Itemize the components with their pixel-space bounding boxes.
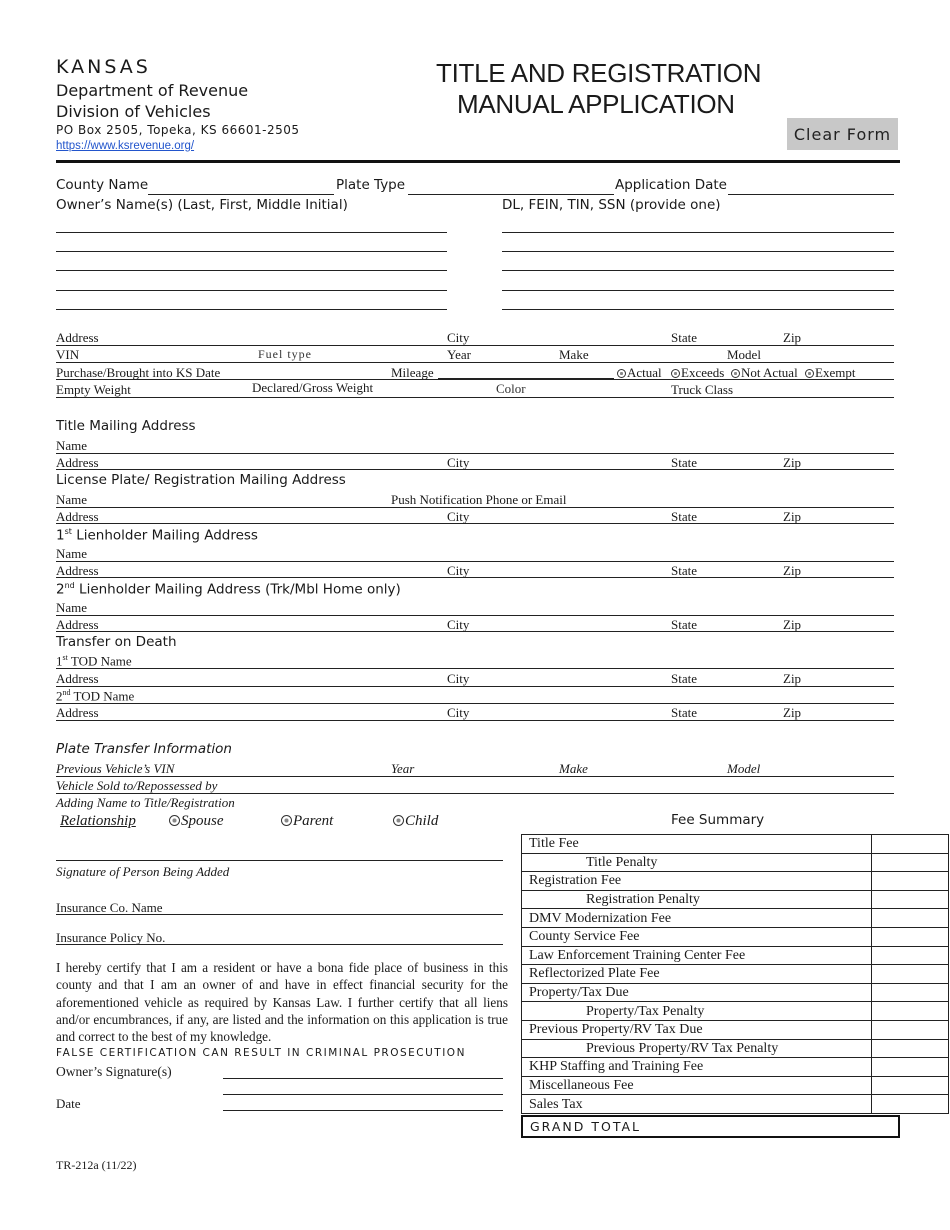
- fee-row: [522, 1020, 949, 1039]
- fee-label: Law Enforcement Training Center Fee: [522, 946, 872, 965]
- lienholder1-name-label: Name: [56, 546, 88, 561]
- purchase-line[interactable]: [56, 379, 894, 380]
- lienholder2-city-label: City: [447, 617, 470, 632]
- false-certification-warning: FALSE CERTIFICATION CAN RESULT IN CRIMINAL PROSECUTION: [56, 1047, 466, 1059]
- color-label: Color: [496, 381, 526, 396]
- fee-row: [522, 1039, 949, 1058]
- agency-address: PO Box 2505, Topeka, KS 66601-2505: [56, 123, 300, 137]
- fee-label: Reflectorized Plate Fee: [522, 965, 872, 984]
- fee-amount-field[interactable]: [872, 853, 949, 872]
- department-name: Department of Revenue: [56, 81, 249, 100]
- form-title-line2: MANUAL APPLICATION: [457, 89, 735, 119]
- previous-make-label: Make: [559, 761, 588, 776]
- lienholder2-address-line[interactable]: [56, 631, 894, 632]
- insurance-policy-line[interactable]: [56, 944, 503, 945]
- vin-line[interactable]: [56, 362, 894, 363]
- fee-amount-field[interactable]: [872, 1058, 949, 1077]
- grand-total-label: GRAND TOTAL: [530, 1119, 642, 1134]
- lienholder1-address-label: Address: [56, 563, 99, 578]
- owner-city-label: City: [447, 330, 470, 345]
- plate-transfer-heading: Plate Transfer Information: [56, 741, 232, 757]
- tod1-zip-label: Zip: [783, 671, 802, 686]
- lienholder1-heading: 1st Lienholder Mailing Address: [56, 527, 258, 544]
- purchase-date-label: Purchase/Brought into KS Date: [56, 365, 221, 380]
- plate-mailing-address-label: Address: [56, 509, 99, 524]
- website-link[interactable]: https://www.ksrevenue.org/: [56, 140, 195, 152]
- id-number-line-3[interactable]: [502, 270, 894, 271]
- mileage-not-actual-radio[interactable]: Not Actual: [731, 366, 798, 379]
- empty-weight-label: Empty Weight: [56, 382, 131, 397]
- weight-line[interactable]: [56, 397, 894, 398]
- fee-amount-field[interactable]: [872, 1039, 949, 1058]
- plate-mailing-address-line[interactable]: [56, 523, 894, 524]
- owner-name-line-1[interactable]: [56, 232, 447, 233]
- gross-weight-label: Declared/Gross Weight: [252, 380, 374, 395]
- previous-vin-line[interactable]: [56, 776, 894, 777]
- fee-row: [522, 946, 949, 965]
- owner-name-line-2[interactable]: [56, 251, 447, 252]
- lienholder1-address-line[interactable]: [56, 577, 894, 578]
- tod1-address-line[interactable]: [56, 686, 894, 687]
- id-number-line-2[interactable]: [502, 251, 894, 252]
- tod1-city-label: City: [447, 671, 470, 686]
- owners-name-label: Owner’s Name(s) (Last, First, Middle Initial): [56, 197, 348, 213]
- fee-amount-field[interactable]: [872, 983, 949, 1002]
- state-name: KANSAS: [56, 56, 151, 78]
- make-label: Make: [559, 347, 589, 362]
- id-number-line-1[interactable]: [502, 232, 894, 233]
- owner-state-label: State: [671, 330, 697, 345]
- fee-label: Title Penalty: [522, 853, 872, 872]
- mileage-label: Mileage: [391, 365, 434, 380]
- date-label: Date: [56, 1096, 81, 1111]
- model-label: Model: [727, 347, 761, 362]
- division-name: Division of Vehicles: [56, 102, 211, 121]
- date-line[interactable]: [223, 1110, 503, 1111]
- certification-text: I hereby certify that I am a resident or have a bona fide place of business in this county and that I am an owner of and have in effect financial security for the aforementioned vehicle as required by Kansas Law. I further certify that all liens and/or encumbrances, if any, are listed and the information on this application is true and correct to the best of my knowledge.: [56, 960, 508, 1045]
- fee-amount-field[interactable]: [872, 872, 949, 891]
- relationship-child-radio[interactable]: Child: [393, 814, 438, 829]
- lienholder1-name-line[interactable]: [56, 561, 894, 562]
- clear-form-button[interactable]: Clear Form: [787, 118, 898, 150]
- lienholder2-address-label: Address: [56, 617, 99, 632]
- tod2-state-label: State: [671, 705, 697, 720]
- mileage-exempt-radio[interactable]: Exempt: [805, 366, 855, 379]
- sold-to-label: Vehicle Sold to/Repossessed by: [56, 778, 218, 793]
- owner-signature-line-1[interactable]: [223, 1078, 503, 1079]
- fee-amount-field[interactable]: [872, 890, 949, 909]
- fee-row: [522, 872, 949, 891]
- title-mailing-heading: Title Mailing Address: [56, 418, 196, 434]
- fee-row: [522, 835, 949, 854]
- id-number-line-4[interactable]: [502, 290, 894, 291]
- insurance-policy-label: Insurance Policy No.: [56, 930, 166, 945]
- lienholder2-state-label: State: [671, 617, 697, 632]
- fee-amount-field[interactable]: [872, 835, 949, 854]
- tod1-state-label: State: [671, 671, 697, 686]
- title-mailing-state-label: State: [671, 455, 697, 470]
- tod2-name-label: 2nd TOD Name: [56, 688, 135, 704]
- lienholder2-name-line[interactable]: [56, 615, 894, 616]
- fee-row: [522, 1058, 949, 1077]
- tod1-name-line[interactable]: [56, 668, 894, 669]
- plate-mailing-zip-label: Zip: [783, 509, 802, 524]
- grand-total-row: [521, 1115, 900, 1138]
- title-mailing-city-label: City: [447, 455, 470, 470]
- previous-vin-label: Previous Vehicle’s VIN: [56, 761, 175, 776]
- mileage-actual-radio[interactable]: Actual: [617, 366, 662, 379]
- plate-mailing-state-label: State: [671, 509, 697, 524]
- tod2-name-line[interactable]: [56, 703, 894, 704]
- fee-amount-field[interactable]: [872, 1076, 949, 1095]
- owner-signature-label: Owner’s Signature(s): [56, 1064, 172, 1079]
- relationship-label: Relationship: [60, 813, 136, 829]
- lienholder1-city-label: City: [447, 563, 470, 578]
- plate-mailing-name-label: Name: [56, 492, 88, 507]
- fee-summary-heading: Fee Summary: [671, 812, 765, 828]
- fee-label: County Service Fee: [522, 927, 872, 946]
- tod2-address-label: Address: [56, 705, 99, 720]
- push-notification-label: Push Notification Phone or Email: [391, 492, 567, 507]
- fee-label: Property/Tax Due: [522, 983, 872, 1002]
- previous-year-label: Year: [391, 761, 415, 776]
- plate-mailing-city-label: City: [447, 509, 470, 524]
- owner-address-label: Address: [56, 330, 99, 345]
- fee-label: Title Fee: [522, 835, 872, 854]
- mileage-exceeds-radio[interactable]: Exceeds: [671, 366, 724, 379]
- title-mailing-address-label: Address: [56, 455, 99, 470]
- tod1-address-label: Address: [56, 671, 99, 686]
- lienholder2-heading: 2nd Lienholder Mailing Address (Trk/Mbl Home only): [56, 581, 401, 598]
- fee-row: [522, 1095, 949, 1114]
- tod2-address-line[interactable]: [56, 720, 894, 721]
- header-divider: [56, 160, 900, 163]
- fee-label: Sales Tax: [522, 1095, 872, 1114]
- fee-label: Previous Property/RV Tax Due: [522, 1020, 872, 1039]
- fee-row: [522, 965, 949, 984]
- county-name-label: County Name: [56, 177, 149, 193]
- fee-row: [522, 853, 949, 872]
- owner-name-line-3[interactable]: [56, 270, 447, 271]
- fee-label: Registration Fee: [522, 872, 872, 891]
- form-title-line1: TITLE AND REGISTRATION: [436, 58, 762, 88]
- plate-mailing-name-line[interactable]: [56, 507, 894, 508]
- tod-heading: Transfer on Death: [56, 634, 177, 650]
- application-date-field[interactable]: [728, 194, 894, 195]
- fee-label: Registration Penalty: [522, 890, 872, 909]
- owner-signature-line-2[interactable]: [223, 1094, 503, 1095]
- id-number-line-5[interactable]: [502, 309, 894, 310]
- previous-model-label: Model: [727, 761, 761, 776]
- id-number-label: DL, FEIN, TIN, SSN (provide one): [502, 197, 721, 213]
- signature-added-line[interactable]: [56, 860, 503, 861]
- fee-summary-table: [521, 834, 949, 1114]
- relationship-spouse-radio[interactable]: Spouse: [169, 814, 224, 829]
- fee-row: [522, 1076, 949, 1095]
- fee-row: [522, 909, 949, 928]
- fuel-type-label: Fuel type: [258, 347, 312, 361]
- fee-row: [522, 983, 949, 1002]
- relationship-parent-radio[interactable]: Parent: [281, 814, 333, 829]
- lienholder1-state-label: State: [671, 563, 697, 578]
- fee-amount-field[interactable]: [872, 965, 949, 984]
- title-mailing-address-line[interactable]: [56, 469, 894, 470]
- title-mailing-name-line[interactable]: [56, 453, 894, 454]
- fee-label: Property/Tax Penalty: [522, 1002, 872, 1021]
- sold-to-line[interactable]: [56, 793, 894, 794]
- fee-label: Miscellaneous Fee: [522, 1076, 872, 1095]
- owner-name-line-4[interactable]: [56, 290, 447, 291]
- owner-name-line-5[interactable]: [56, 309, 447, 310]
- fee-amount-field[interactable]: [872, 927, 949, 946]
- year-label: Year: [447, 347, 471, 362]
- county-name-field[interactable]: [148, 194, 334, 195]
- plate-type-field[interactable]: [408, 194, 614, 195]
- lienholder2-zip-label: Zip: [783, 617, 802, 632]
- plate-mailing-heading: License Plate/ Registration Mailing Address: [56, 472, 346, 488]
- owner-address-line[interactable]: [56, 345, 894, 346]
- fee-label: DMV Modernization Fee: [522, 909, 872, 928]
- vin-label: VIN: [56, 347, 80, 362]
- title-mailing-name-label: Name: [56, 438, 88, 453]
- truck-class-label: Truck Class: [671, 382, 734, 397]
- tod2-city-label: City: [447, 705, 470, 720]
- owner-zip-label: Zip: [783, 330, 802, 345]
- lienholder2-name-label: Name: [56, 600, 88, 615]
- form-number: TR-212a (11/22): [56, 1158, 137, 1172]
- fee-amount-field[interactable]: [872, 909, 949, 928]
- insurance-co-line[interactable]: [56, 914, 503, 915]
- fee-amount-field[interactable]: [872, 1002, 949, 1021]
- title-mailing-zip-label: Zip: [783, 455, 802, 470]
- fee-amount-field[interactable]: [872, 946, 949, 965]
- insurance-co-label: Insurance Co. Name: [56, 900, 163, 915]
- adding-name-label: Adding Name to Title/Registration: [56, 795, 235, 810]
- tod1-name-label: 1st TOD Name: [56, 653, 132, 669]
- fee-label: Previous Property/RV Tax Penalty: [522, 1039, 872, 1058]
- fee-amount-field[interactable]: [872, 1020, 949, 1039]
- plate-type-label: Plate Type: [336, 177, 406, 193]
- fee-amount-field[interactable]: [872, 1095, 949, 1114]
- tod2-zip-label: Zip: [783, 705, 802, 720]
- fee-row: [522, 890, 949, 909]
- application-date-label: Application Date: [615, 177, 727, 193]
- fee-label: KHP Staffing and Training Fee: [522, 1058, 872, 1077]
- fee-row: [522, 927, 949, 946]
- fee-row: [522, 1002, 949, 1021]
- signature-added-label: Signature of Person Being Added: [56, 864, 230, 879]
- lienholder1-zip-label: Zip: [783, 563, 802, 578]
